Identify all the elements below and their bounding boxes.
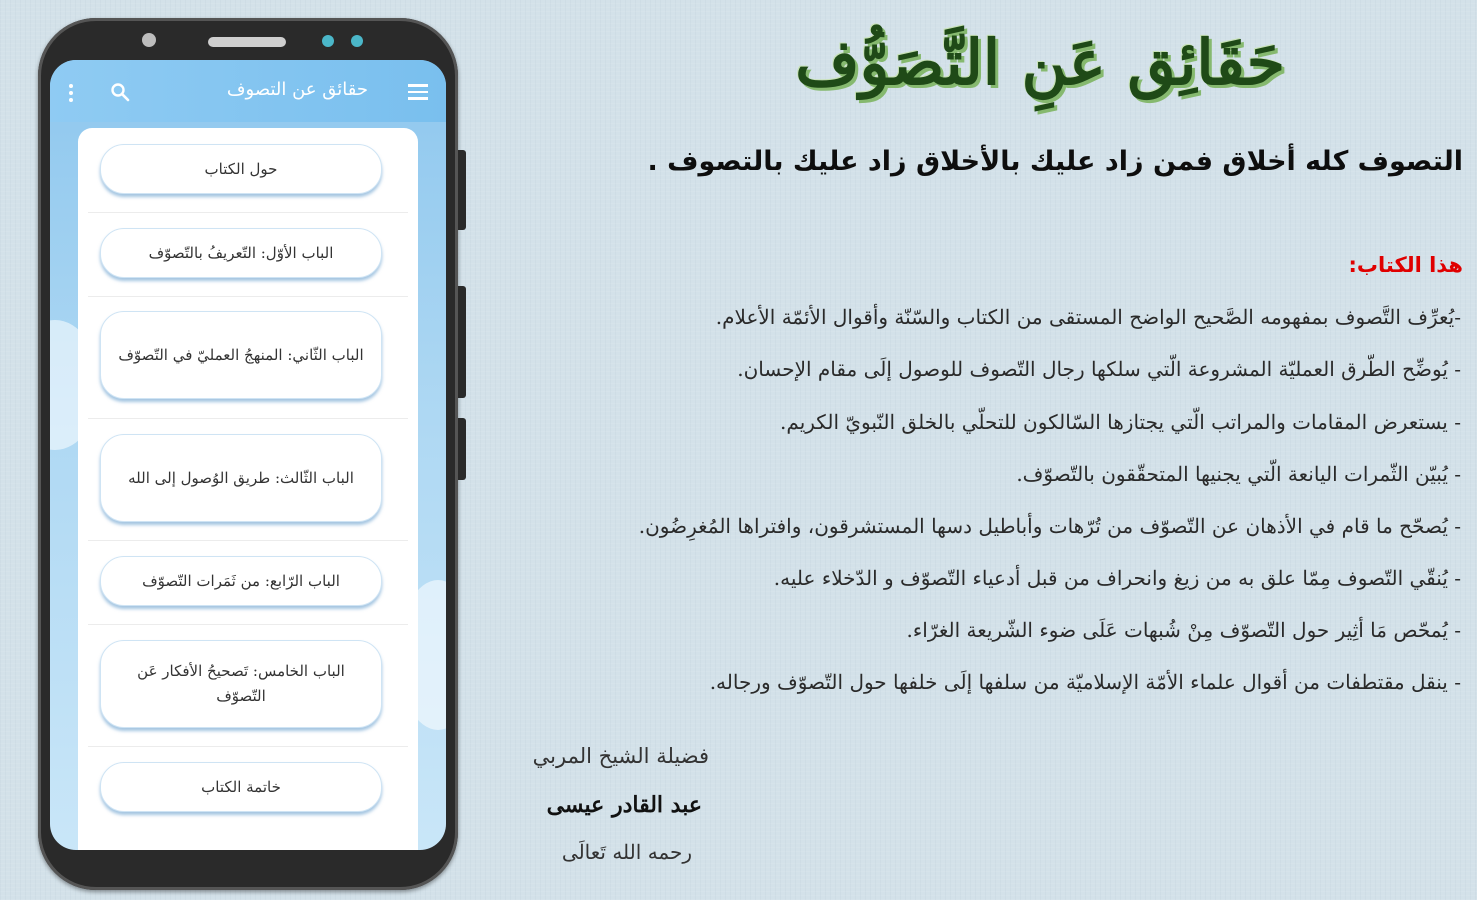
promo-subtitle: التصوف كله أخلاق فمن زاد عليك بالأخلاق زاد عليك بالتصوف . bbox=[647, 146, 1463, 177]
phone-screen bbox=[50, 60, 446, 850]
menu-item-conclusion[interactable]: خاتمة الكتاب bbox=[100, 762, 382, 812]
author-suffix: رحمه الله تَعالَى bbox=[561, 840, 692, 864]
divider bbox=[88, 212, 408, 213]
divider bbox=[88, 296, 408, 297]
menu-card bbox=[78, 128, 418, 850]
menu-item-chapter-1[interactable]: الباب الأوّل: التّعريفُ بالتّصوّف bbox=[100, 228, 382, 278]
phone-sensor bbox=[322, 35, 334, 47]
divider bbox=[88, 418, 408, 419]
author-name: عبد القادر عيسى bbox=[546, 792, 702, 818]
section-heading: هذا الكتاب: bbox=[1348, 253, 1463, 277]
phone-sensor bbox=[351, 35, 363, 47]
phone-speaker bbox=[208, 37, 286, 47]
bullet-item: - يستعرض المقامات والمراتب الّتي يجتازها السّالكون للتحلّي بالخلق النّبويّ الكريم. bbox=[780, 410, 1461, 434]
app-title: حقائق عن التصوف bbox=[226, 79, 368, 100]
menu-item-chapter-3[interactable]: الباب الثّالث: طريق الوُصول إلى الله bbox=[100, 434, 382, 522]
bullet-item: -يُعرِّف التَّصوف بمفهومه الصَّحيح الواضح المستقى من الكتاب والسّنّة وأقوال الأئمّة الأعلام. bbox=[715, 305, 1461, 329]
bullet-item: - يُمحّص مَا أثِير حول التّصوّف مِنْ شُبهات عَلَى ضوء الشّريعة الغرّاء. bbox=[906, 618, 1461, 642]
search-icon[interactable] bbox=[110, 82, 130, 102]
phone-side-button bbox=[458, 286, 466, 398]
bullet-item: - يُبيّن الثّمرات اليانعة الّتي يجنيها المتحقّقون بالتّصوّف. bbox=[1016, 462, 1461, 486]
menu-item-about[interactable]: حول الكتاب bbox=[100, 144, 382, 194]
more-vert-icon[interactable] bbox=[68, 84, 74, 102]
divider bbox=[88, 624, 408, 625]
phone-side-button bbox=[458, 150, 466, 230]
promo-title: حَقَائِق عَنِ التَّصَوُّف bbox=[795, 26, 1285, 99]
divider bbox=[88, 746, 408, 747]
bullet-item: - ينقل مقتطفات من أقوال علماء الأمّة الإسلاميّة من سلفها إلَى خلفها حول التّصوّف ورجاله. bbox=[709, 670, 1461, 694]
menu-item-chapter-2[interactable]: الباب الثّاني: المنهجُ العمليّ في التّصوّف bbox=[100, 311, 382, 399]
phone-mockup bbox=[38, 18, 458, 890]
phone-side-button bbox=[458, 418, 466, 480]
bullet-item: - يُنقّي التّصوف مِمّا علق به من زيغ وانحراف من قبل أدعياء التّصوّف و الدّخلاء عليه. bbox=[773, 566, 1461, 590]
menu-item-chapter-5[interactable]: الباب الخامس: تَصحيحُ الأفكار عَن التّصوّف bbox=[100, 640, 382, 728]
bullet-item: - يُصحّح ما قام في الأذهان عن التّصوّف من تُرّهات وأباطيل دسها المستشرقون، وافتراها المُغرِضُون. bbox=[638, 514, 1461, 538]
author-prefix: فضيلة الشيخ المربي bbox=[532, 744, 709, 768]
bullet-item: - يُوضِّح الطّرق العمليّة المشروعة الّتي سلكها رجال التّصوف للوصول إلَى مقام الإحسان. bbox=[737, 357, 1461, 381]
phone-camera bbox=[142, 33, 156, 47]
divider bbox=[88, 540, 408, 541]
app-bar bbox=[50, 60, 446, 122]
menu-item-chapter-4[interactable]: الباب الرّابع: من ثَمَرات التّصوّف bbox=[100, 556, 382, 606]
hamburger-menu-icon[interactable] bbox=[408, 84, 428, 100]
